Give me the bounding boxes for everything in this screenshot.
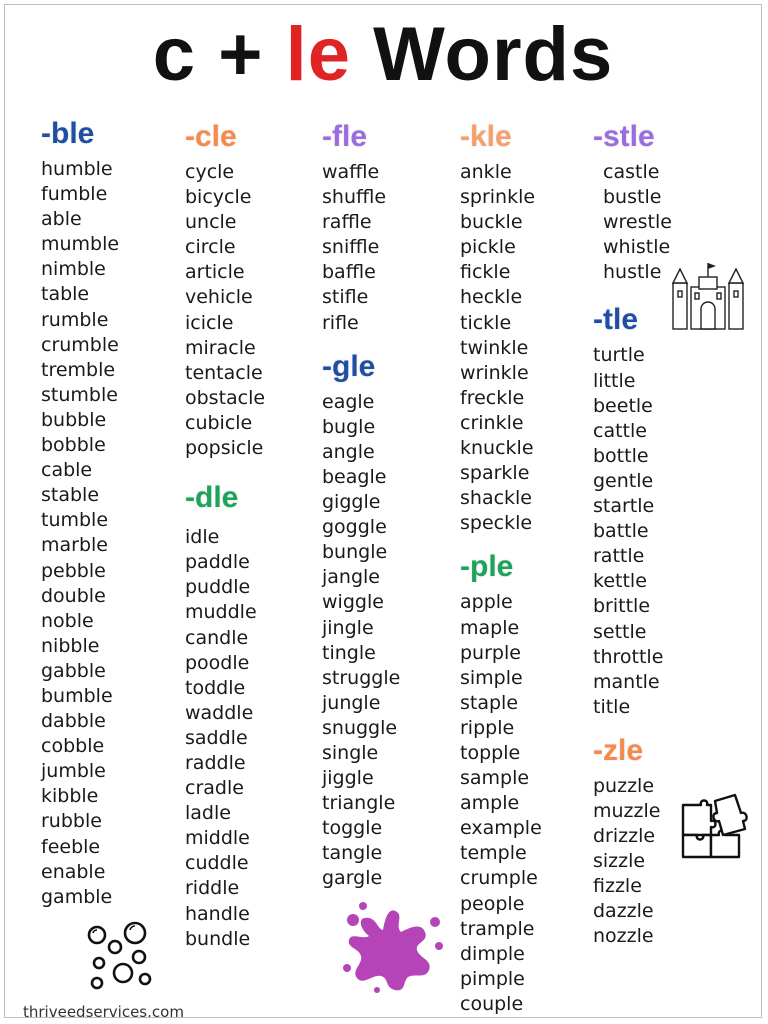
- column-5: [593, 122, 672, 950]
- word-ple: dimple: [460, 942, 525, 965]
- word-kle: buckle: [460, 211, 523, 234]
- word-dle: muddle: [185, 601, 257, 624]
- word-cle: article: [185, 261, 245, 284]
- word-dle: toddle: [185, 676, 246, 699]
- column-2: [185, 122, 265, 952]
- word-ble: humble: [41, 158, 113, 180]
- word-list-ple: [460, 590, 542, 1017]
- word-ble: table: [41, 283, 90, 306]
- heading-ble: -ble: [41, 117, 95, 150]
- word-ble: rumble: [41, 308, 109, 331]
- word-stle: hustle: [603, 261, 662, 284]
- word-dle: idle: [185, 526, 220, 549]
- word-tle: beetle: [593, 394, 653, 417]
- word-ple: pimple: [460, 967, 525, 990]
- word-ple: temple: [460, 842, 527, 865]
- word-ble: bubble: [41, 408, 107, 431]
- word-list-zle: [593, 774, 672, 950]
- word-tle: turtle: [593, 344, 645, 367]
- word-tle: brittle: [593, 595, 651, 618]
- word-tle: settle: [593, 620, 647, 643]
- word-ple: people: [460, 892, 525, 915]
- heading-gle: -gle: [322, 349, 376, 383]
- word-ble: gamble: [41, 885, 113, 908]
- word-ble: rubble: [41, 810, 102, 833]
- word-gle: gargle: [322, 867, 383, 890]
- word-kle: fickle: [460, 261, 511, 284]
- word-cle: tentacle: [185, 361, 263, 384]
- word-stle: bustle: [603, 186, 662, 209]
- word-ble: bumble: [41, 684, 113, 707]
- word-ble: fumble: [41, 183, 108, 206]
- word-gle: toggle: [322, 817, 383, 840]
- word-ble: nibble: [41, 634, 100, 657]
- page-title: [5, 12, 761, 97]
- word-ble: nimble: [41, 258, 106, 281]
- column-1: [41, 119, 119, 910]
- splat-icon: [339, 898, 449, 994]
- word-dle: paddle: [185, 551, 250, 574]
- word-zle: dazzle: [593, 900, 654, 923]
- word-zle: sizzle: [593, 850, 646, 873]
- word-gle: single: [322, 741, 379, 764]
- title-part-le: le: [285, 12, 352, 97]
- word-dle: middle: [185, 827, 250, 850]
- word-ple: couple: [460, 992, 524, 1015]
- word-gle: tingle: [322, 641, 376, 664]
- word-kle: sparkle: [460, 462, 530, 485]
- word-kle: twinkle: [460, 336, 529, 359]
- word-cle: cycle: [185, 161, 235, 183]
- word-ple: ample: [460, 792, 520, 815]
- word-gle: bungle: [322, 541, 388, 564]
- word-fle: sniffle: [322, 236, 380, 259]
- word-ble: dabble: [41, 710, 106, 733]
- word-gle: jiggle: [322, 767, 374, 790]
- word-fle: waffle: [322, 161, 380, 183]
- word-dle: saddle: [185, 726, 248, 749]
- word-tle: cattle: [593, 419, 647, 442]
- word-dle: cradle: [185, 777, 244, 800]
- word-ple: simple: [460, 666, 523, 689]
- word-fle: stifle: [322, 286, 369, 309]
- word-ple: trample: [460, 917, 535, 940]
- word-ble: enable: [41, 860, 106, 883]
- word-list-gle: [322, 390, 400, 892]
- word-ple: example: [460, 817, 542, 840]
- word-ble: cobble: [41, 735, 105, 758]
- heading-kle: -kle: [460, 120, 512, 153]
- footer-website: thriveedservices.com: [23, 1003, 184, 1021]
- word-tle: bottle: [593, 444, 649, 467]
- heading-fle: -fle: [322, 120, 367, 153]
- word-dle: ladle: [185, 802, 231, 825]
- word-list-fle: [322, 160, 400, 336]
- word-kle: speckle: [460, 512, 533, 535]
- word-ple: staple: [460, 691, 519, 714]
- column-3: [322, 122, 400, 892]
- word-ble: feeble: [41, 835, 101, 858]
- word-gle: tangle: [322, 842, 383, 865]
- word-ple: apple: [460, 591, 513, 614]
- word-ble: pebble: [41, 559, 106, 582]
- word-kle: ankle: [460, 161, 512, 183]
- word-dle: riddle: [185, 877, 240, 900]
- word-gle: jangle: [322, 566, 380, 589]
- word-gle: triangle: [322, 792, 396, 815]
- word-ble: jumble: [41, 760, 106, 783]
- word-ble: crumble: [41, 333, 119, 356]
- word-zle: muzzle: [593, 799, 661, 822]
- word-ple: sample: [460, 767, 530, 790]
- word-ple: maple: [460, 616, 520, 639]
- worksheet-page: [4, 4, 762, 1021]
- word-kle: sprinkle: [460, 186, 536, 209]
- word-tle: mantle: [593, 670, 660, 693]
- word-ble: bobble: [41, 434, 106, 457]
- word-dle: handle: [185, 902, 250, 925]
- word-tle: rattle: [593, 545, 645, 568]
- word-ble: gabble: [41, 659, 106, 682]
- word-gle: beagle: [322, 465, 387, 488]
- word-dle: raddle: [185, 751, 246, 774]
- word-zle: drizzle: [593, 825, 656, 848]
- word-zle: puzzle: [593, 774, 655, 797]
- word-list-ble: [41, 157, 119, 910]
- word-dle: poodle: [185, 651, 250, 674]
- word-dle: bundle: [185, 927, 251, 950]
- word-gle: snuggle: [322, 716, 398, 739]
- word-cle: obstacle: [185, 386, 266, 409]
- word-ble: stumble: [41, 383, 118, 406]
- word-gle: jingle: [322, 616, 374, 639]
- word-cle: cubicle: [185, 411, 253, 434]
- word-gle: jungle: [322, 691, 381, 714]
- heading-stle: -stle: [593, 120, 655, 153]
- heading-ple: -ple: [460, 550, 514, 584]
- word-kle: wrinkle: [460, 361, 529, 384]
- word-kle: pickle: [460, 236, 516, 259]
- word-gle: giggle: [322, 491, 381, 514]
- word-tle: battle: [593, 520, 649, 543]
- word-cle: circle: [185, 236, 236, 259]
- word-gle: goggle: [322, 516, 387, 539]
- word-tle: kettle: [593, 570, 647, 593]
- word-ple: purple: [460, 641, 521, 664]
- word-cle: icicle: [185, 311, 234, 334]
- word-tle: throttle: [593, 645, 664, 668]
- word-list-cle: [185, 160, 265, 461]
- word-list-stle: [603, 160, 672, 285]
- word-tle: title: [593, 695, 631, 718]
- word-tle: gentle: [593, 469, 654, 492]
- title-part-words: Words: [351, 12, 614, 97]
- heading-cle: -cle: [185, 120, 237, 153]
- word-fle: shuffle: [322, 186, 387, 209]
- word-fle: raffle: [322, 211, 372, 234]
- word-ble: marble: [41, 534, 108, 557]
- word-dle: puddle: [185, 576, 251, 599]
- bubbles-icon: [83, 917, 163, 993]
- word-list-tle: [593, 343, 672, 719]
- word-ble: stable: [41, 484, 100, 507]
- word-zle: nozzle: [593, 925, 654, 948]
- word-dle: waddle: [185, 701, 254, 724]
- word-fle: baffle: [322, 261, 376, 284]
- word-tle: startle: [593, 495, 655, 518]
- word-cle: vehicle: [185, 286, 253, 309]
- word-cle: popsicle: [185, 437, 264, 460]
- word-ble: double: [41, 584, 106, 607]
- word-gle: eagle: [322, 390, 375, 413]
- word-list-dle: [185, 525, 265, 952]
- title-part-c-plus: c +: [152, 12, 286, 97]
- word-ble: cable: [41, 459, 93, 482]
- word-ble: able: [41, 208, 82, 231]
- word-tle: little: [593, 369, 636, 392]
- word-kle: shackle: [460, 487, 533, 510]
- word-kle: heckle: [460, 286, 523, 309]
- column-4: [460, 122, 542, 1017]
- word-cle: uncle: [185, 211, 237, 234]
- word-gle: angle: [322, 440, 375, 463]
- heading-zle: -zle: [593, 733, 644, 767]
- word-gle: struggle: [322, 666, 401, 689]
- word-stle: castle: [603, 161, 660, 183]
- word-ble: noble: [41, 609, 94, 632]
- puzzle-icon: [679, 791, 749, 861]
- word-stle: whistle: [603, 236, 671, 259]
- word-cle: miracle: [185, 336, 256, 359]
- word-kle: freckle: [460, 386, 525, 409]
- word-ple: crumple: [460, 867, 538, 890]
- word-cle: bicycle: [185, 186, 252, 209]
- heading-tle: -tle: [593, 303, 638, 337]
- word-kle: knuckle: [460, 437, 534, 460]
- heading-dle: -dle: [185, 481, 239, 515]
- word-ple: topple: [460, 741, 521, 764]
- word-fle: rifle: [322, 311, 359, 334]
- word-ple: ripple: [460, 716, 515, 739]
- word-list-kle: [460, 160, 542, 536]
- castle-icon: [669, 261, 747, 331]
- word-zle: fizzle: [593, 875, 642, 898]
- word-gle: wiggle: [322, 591, 384, 614]
- word-dle: cuddle: [185, 852, 249, 875]
- word-ble: kibble: [41, 785, 99, 808]
- word-kle: tickle: [460, 311, 512, 334]
- word-ble: tremble: [41, 358, 116, 381]
- word-ble: tumble: [41, 509, 109, 532]
- word-stle: wrestle: [603, 211, 672, 234]
- word-dle: candle: [185, 626, 249, 649]
- word-kle: crinkle: [460, 411, 524, 434]
- word-ble: mumble: [41, 233, 120, 256]
- word-gle: bugle: [322, 415, 376, 438]
